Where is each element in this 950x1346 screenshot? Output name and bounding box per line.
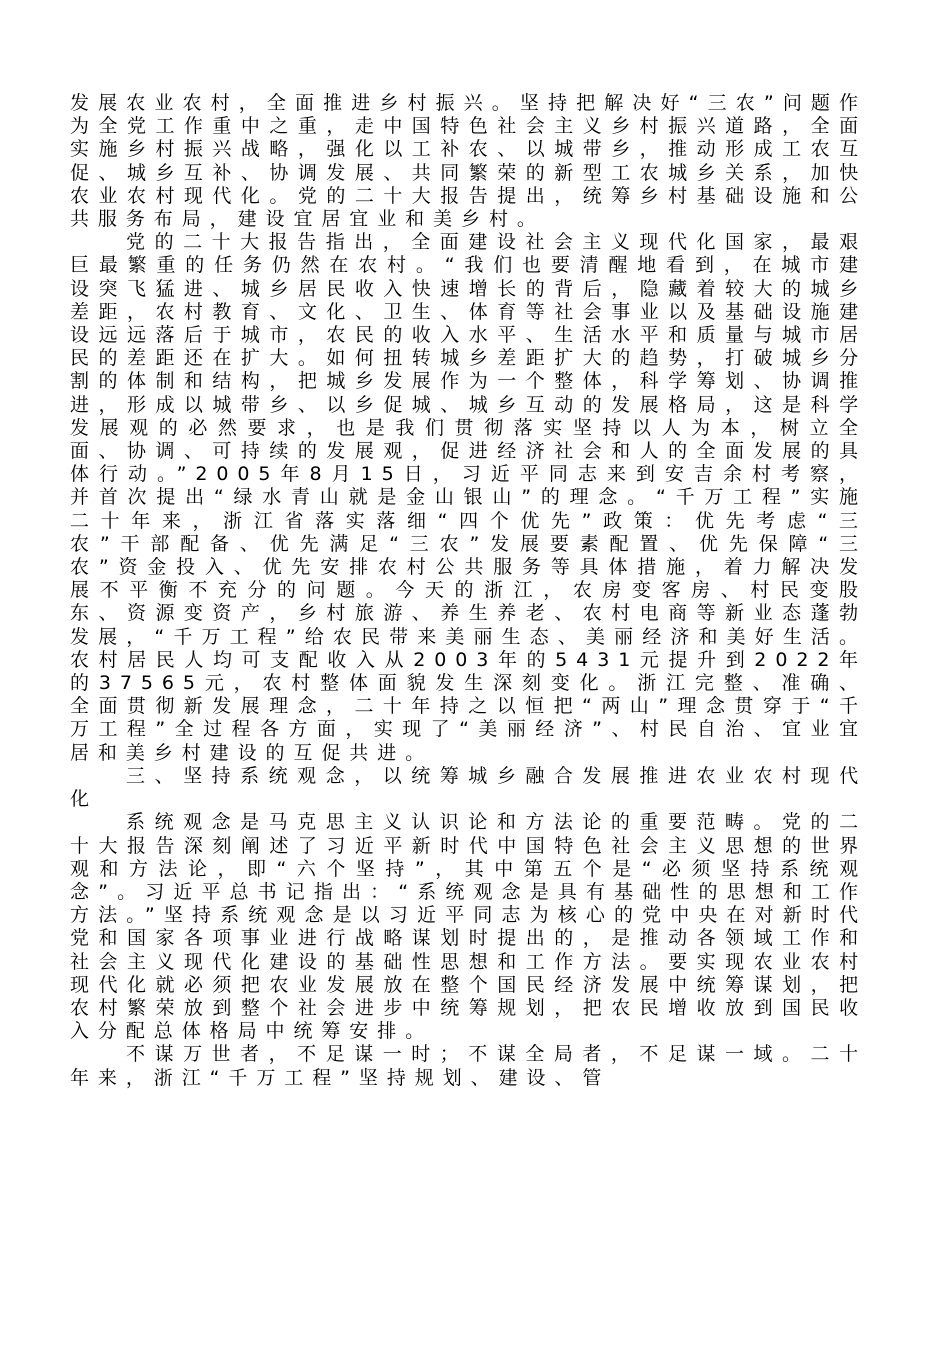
paragraph-system-concept: 系统观念是马克思主义认识论和方法论的重要范畴。党的二十大报告深刻阐述了习近平新时代中国特色社会主义思想的世界观和方法论，即“六个坚持”，其中第五个是“必须坚持系统观念”。习近平总书记指出：“系统观念是具有基础性的思想和工作方法。”坚持系统观念是以习近平同志为核心的党中央在对新时代党和国家各项事业进行战略谋划时提出的，是推动各领域工作和社会主义现代化建设的基础性思想和工作方法。要实现农业农村现代化就必须把农业发展放在整个国民经济发展中统筹谋划，把农村繁荣放到整个社会进步中统筹规划，把农民增收放到国民收入分配总体格局中统筹安排。	[70, 811, 867, 1043]
document-body	[70, 92, 867, 1090]
paragraph-rural-revitalization: 发展农业农村，全面推进乡村振兴。坚持把解决好“三农”问题作为全党工作重中之重，走中国特色社会主义乡村振兴道路，全面实施乡村振兴战略，强化以工补农、以城带乡，推动形成工农互促、城乡互补、协调发展、共同繁荣的新型工农城乡关系，加快农业农村现代化。党的二十大报告提出，统筹乡村基础设施和公共服务布局，建设宜居宜业和美乡村。	[70, 92, 867, 231]
section-heading-three: 三、坚持系统观念，以统筹城乡融合发展推进农业农村现代化	[70, 764, 867, 811]
paragraph-overall-planning: 不谋万世者，不足谋一时；不谋全局者，不足谋一域。二十年来，浙江“千万工程”坚持规划、建设、管	[70, 1043, 867, 1089]
paragraph-urban-rural-gap: 党的二十大报告指出，全面建设社会主义现代化国家，最艰巨最繁重的任务仍然在农村。“我们也要清醒地看到，在城市建设突飞猛进、城乡居民收入快速增长的背后，隐藏着较大的城乡差距，农村教育、文化、卫生、体育等社会事业以及基础设施建设远远落后于城市，农民的收入水平、生活水平和质量与城市居民的差距还在扩大。如何扭转城乡差距扩大的趋势，打破城乡分割的体制和结构，把城乡发展作为一个整体，科学筹划、协调推进，形成以城带乡、以乡促城、城乡互动的发展格局，这是科学发展观的必然要求，也是我们贯彻落实坚持以人为本，树立全面、协调、可持续的发展观，促进经济社会和人的全面发展的具体行动。”2005年8月15日，习近平同志来到安吉余村考察，并首次提出“绿水青山就是金山银山”的理念。“千万工程”实施二十年来，浙江省落实落细“四个优先”政策：优先考虑“三农”干部配备、优先满足“三农”发展要素配置、优先保障“三农”资金投入、优先安排农村公共服务等具体措施，着力解决发展不平衡不充分的问题。今天的浙江，农房变客房、村民变股东、资源变资产，乡村旅游、养生养老、农村电商等新业态蓬勃发展，“千万工程”给农民带来美丽生态、美丽经济和美好生活。农村居民人均可支配收入从2003年的5431元提升到2022年的37565元，农村整体面貌发生深刻变化。浙江完整、准确、全面贯彻新发展理念，二十年持之以恒把“两山”理念贯穿于“千万工程”全过程各方面，实现了“美丽经济”、村民自治、宜业宜居和美乡村建设的互促共进。	[70, 231, 867, 764]
